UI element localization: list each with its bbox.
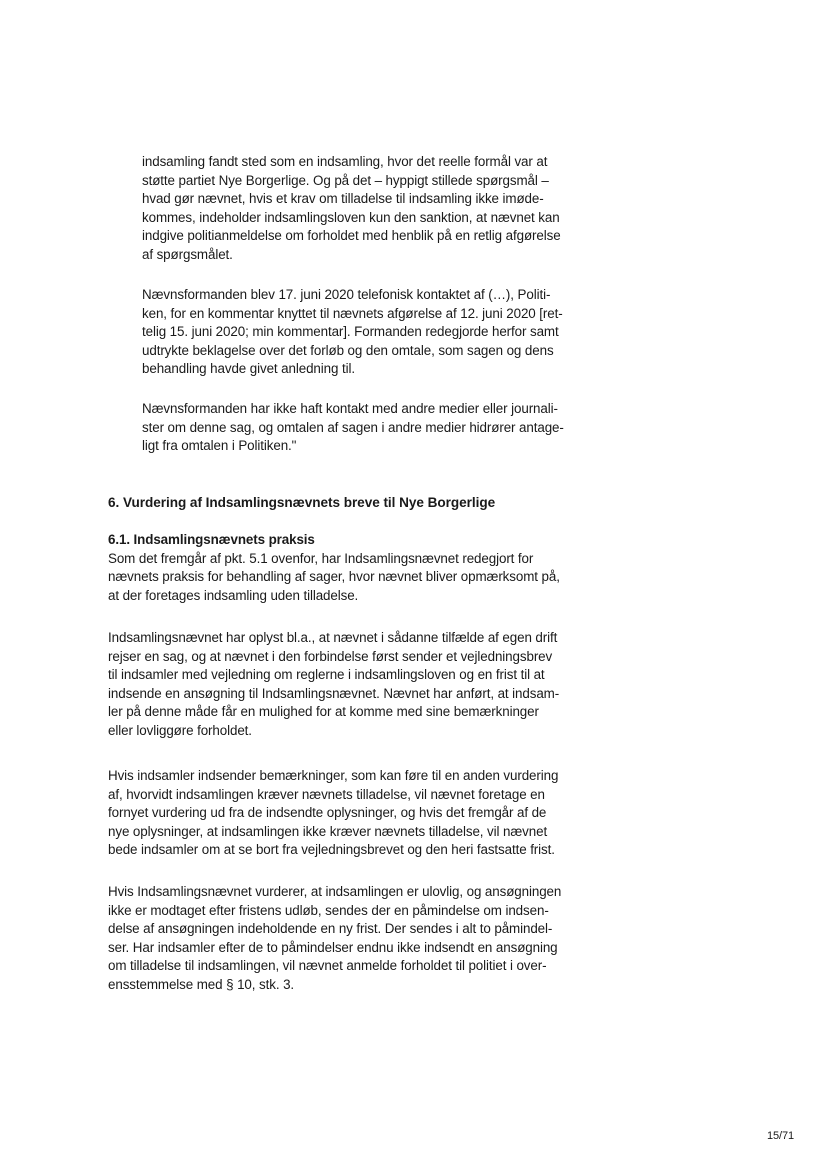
text-line: ensstemmelse med § 10, stk. 3.: [108, 976, 295, 992]
text-line: Hvis indsamler indsender bemærkninger, som kan føre til en anden vurdering: [108, 768, 559, 783]
text-line: at der foretages indsamling uden tilladelse.: [108, 587, 359, 603]
text-line: telig 15. juni 2020; min kommentar]. Formanden redegjorde herfor samt: [142, 324, 559, 340]
quote-paragraph-3: [142, 400, 592, 456]
page-number: 15/71: [766, 1130, 794, 1142]
text-line: Indsamlingsnævnet har oplyst bl.a., at nævnet i sådanne tilfælde af egen drift: [108, 630, 558, 645]
text-line: ligt fra omtalen i Politiken.": [142, 438, 297, 454]
text-line: indsende en ansøgning til Indsamlingsnævnet. Nævnet har anført, at indsam-: [108, 685, 560, 701]
text-line: Nævnsformanden blev 17. juni 2020 telefonisk kontaktet af (…), Politi-: [142, 287, 551, 302]
quote-paragraph-1: [142, 153, 592, 265]
text-line: af spørgsmålet.: [142, 246, 233, 262]
text-line: rejser en sag, og at nævnet i den forbindelse først sender et vejledningsbrev: [108, 648, 553, 664]
text-line: til indsamler med vejledning om reglerne i indsamlingsloven og en frist til at: [108, 667, 545, 683]
text-line: udtrykte beklagelse over det forløb og den omtale, som sagen og dens: [142, 342, 554, 358]
text-line: hvad gør nævnet, hvis et krav om tilladelse til indsamling ikke imøde-: [142, 191, 544, 207]
text-line: indgive politianmeldelse om forholdet med henblik på en retlig afgørelse: [142, 228, 561, 244]
text-line: delse af ansøgningen indeholdende en ny frist. Der sendes i alt to påmindel-: [108, 921, 553, 937]
text-line: Hvis Indsamlingsnævnet vurderer, at indsamlingen er ulovlig, og ansøgningen: [108, 884, 562, 899]
text-line: ler på denne måde får en mulighed for at komme med sine bemærkninger: [108, 704, 539, 720]
text-line: nye oplysninger, at indsamlingen ikke kræver nævnets tilladelse, vil nævnet: [108, 823, 548, 839]
section-heading: 6. Vurdering af Indsamlingsnævnets breve til Nye Borgerlige: [108, 495, 496, 510]
text-line: Nævnsformanden har ikke haft kontakt med andre medier eller journali-: [142, 401, 558, 416]
text-line: Som det fremgår af pkt. 5.1 ovenfor, har Indsamlingsnævnet redegjort for: [108, 550, 534, 566]
text-line: behandling havde givet anledning til.: [142, 361, 355, 377]
text-line: bede indsamler om at se bort fra vejledningsbrevet og den heri fastsatte frist.: [108, 842, 555, 858]
quote-paragraph-2: [142, 286, 592, 379]
section-paragraph-1: [108, 531, 598, 605]
section-paragraph-2: [108, 629, 598, 741]
subsection-heading: 6.1. Indsamlingsnævnets praksis: [108, 532, 315, 547]
text-line: fornyet vurdering ud fra de indsendte oplysninger, og hvis det fremgår af de: [108, 805, 547, 821]
text-line: ser. Har indsamler efter de to påmindelser endnu ikke indsendt en ansøgning: [108, 939, 558, 955]
text-line: støtte partiet Nye Borgerlige. Og på det – hyppigt stillede spørgsmål –: [142, 172, 549, 188]
text-line: indsamling fandt sted som en indsamling, hvor det reelle formål var at: [142, 154, 548, 169]
section-paragraph-3: [108, 767, 598, 860]
text-line: om tilladelse til indsamlingen, vil nævnet anmelde forholdet til politiet i over-: [108, 958, 547, 974]
text-line: ikke er modtaget efter fristens udløb, sendes der en påmindelse om indsen-: [108, 902, 549, 918]
text-line: af, hvorvidt indsamlingen kræver nævnets tilladelse, vil nævnet foretage en: [108, 786, 545, 802]
text-line: kommes, indeholder indsamlingsloven kun den sanktion, at nævnet kan: [142, 209, 560, 225]
section-paragraph-4: [108, 883, 598, 995]
text-line: eller lovliggøre forholdet.: [108, 722, 252, 738]
text-line: ster om denne sag, og omtalen af sagen i andre medier hidrører antage-: [142, 419, 564, 435]
text-line: ken, for en kommentar knyttet til nævnets afgørelse af 12. juni 2020 [ret-: [142, 305, 563, 321]
text-line: nævnets praksis for behandling af sager, hvor nævnet bliver opmærksomt på,: [108, 569, 560, 585]
